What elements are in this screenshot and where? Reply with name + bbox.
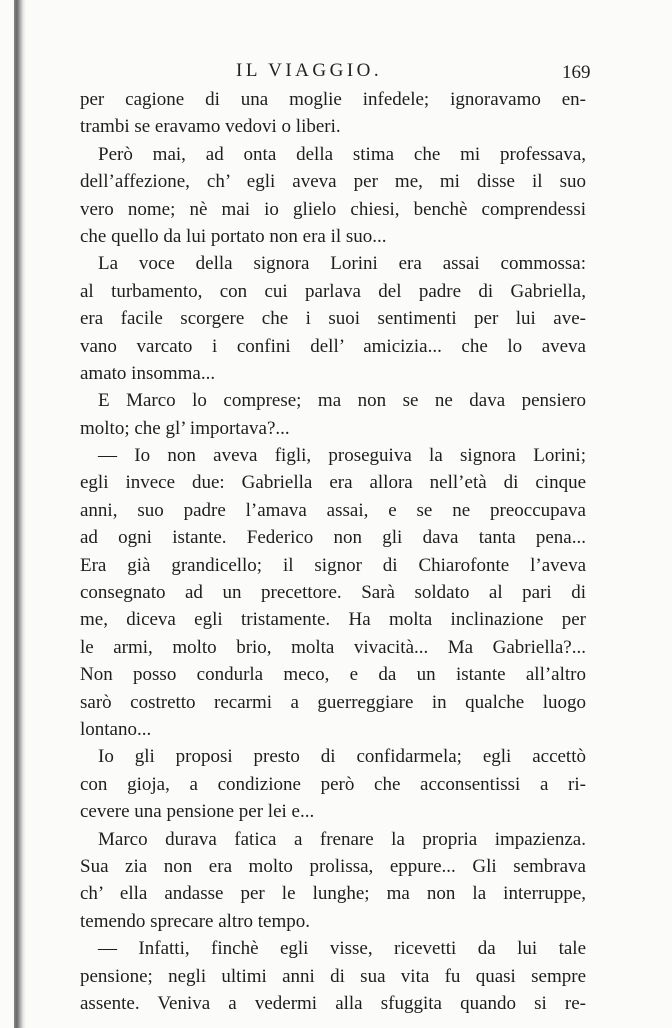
text-line: egli invece due: Gabriella era allora nell’età di cinque bbox=[80, 472, 586, 494]
running-title: IL VIAGGIO. bbox=[236, 60, 383, 81]
text-line: Marco durava fatica a frenare la propria impazienza. bbox=[98, 828, 586, 850]
text-line: per cagione di una moglie infedele; ignoravamo en- bbox=[80, 89, 586, 110]
text-line: Però mai, ad onta della stima che mi professava, bbox=[98, 143, 586, 165]
text-line: era facile scorgere che i suoi sentimenti per lui ave- bbox=[80, 308, 586, 330]
text-line: le armi, molto brio, molta vivacità... Ma Gabriella?... bbox=[80, 636, 586, 658]
text-line: La voce della signora Lorini era assai commossa: bbox=[98, 253, 586, 275]
text-line: che quello da lui portato non era il suo... bbox=[80, 225, 387, 247]
text-line: lontano... bbox=[80, 718, 152, 740]
text-line: — Io non aveva figli, proseguiva la signora Lorini; bbox=[98, 445, 586, 467]
text-line: sarò costretto recarmi a guerreggiare in qualche luogo bbox=[80, 691, 586, 713]
text-line: Io gli proposi presto di confidarmela; egli accettò bbox=[98, 746, 586, 768]
text-line: molto; che gl’ importava?... bbox=[80, 417, 290, 439]
text-line: Era già grandicello; il signor di Chiarofonte l’aveva bbox=[80, 554, 586, 576]
text-line: assente. Veniva a vedermi alla sfuggita quando si re- bbox=[80, 992, 586, 1014]
page-number: 169 bbox=[562, 62, 591, 83]
text-line: anni, suo padre l’amava assai, e se ne preoccupava bbox=[80, 499, 586, 521]
text-line: al turbamento, con cui parlava del padre di Gabriella, bbox=[80, 280, 586, 302]
text-line: Non posso condurla meco, e da un istante all’altro bbox=[80, 664, 586, 686]
text-line: trambi se eravamo vedovi o liberi. bbox=[80, 116, 341, 138]
text-line: consegnato ad un precettore. Sarà soldato al pari di bbox=[80, 582, 586, 604]
text-line: con gioja, a condizione però che acconsentissi a ri- bbox=[80, 773, 586, 795]
text-line: — Infatti, finchè egli visse, ricevetti da lui tale bbox=[98, 938, 586, 960]
text-line: ad ogni istante. Federico non gli dava tanta pena... bbox=[80, 527, 586, 549]
text-line: amato insomma... bbox=[80, 362, 216, 384]
text-line: E Marco lo comprese; ma non se ne dava pensiero bbox=[98, 390, 586, 412]
text-line: vero nome; nè mai io glielo chiesi, benchè comprendessi bbox=[80, 198, 586, 220]
text-line: ch’ ella andasse per le lunghe; ma non la interruppe, bbox=[80, 883, 586, 905]
page-binding-shadow bbox=[14, 0, 26, 1028]
text-line: me, diceva egli tristamente. Ha molta inclinazione per bbox=[80, 609, 586, 631]
text-line: vano varcato i confini dell’ amicizia... che lo aveva bbox=[80, 335, 586, 357]
page-header bbox=[0, 56, 672, 86]
text-line: cevere una pensione per lei e... bbox=[80, 801, 315, 823]
body-text bbox=[80, 86, 586, 1017]
text-line: temendo sprecare altro tempo. bbox=[80, 910, 311, 932]
text-line: Sua zia non era molto prolissa, eppure... Gli sembrava bbox=[80, 855, 586, 877]
text-line: dell’affezione, ch’ egli aveva per me, mi disse il suo bbox=[80, 171, 586, 193]
text-line: pensione; negli ultimi anni di sua vita fu quasi sempre bbox=[80, 965, 586, 987]
